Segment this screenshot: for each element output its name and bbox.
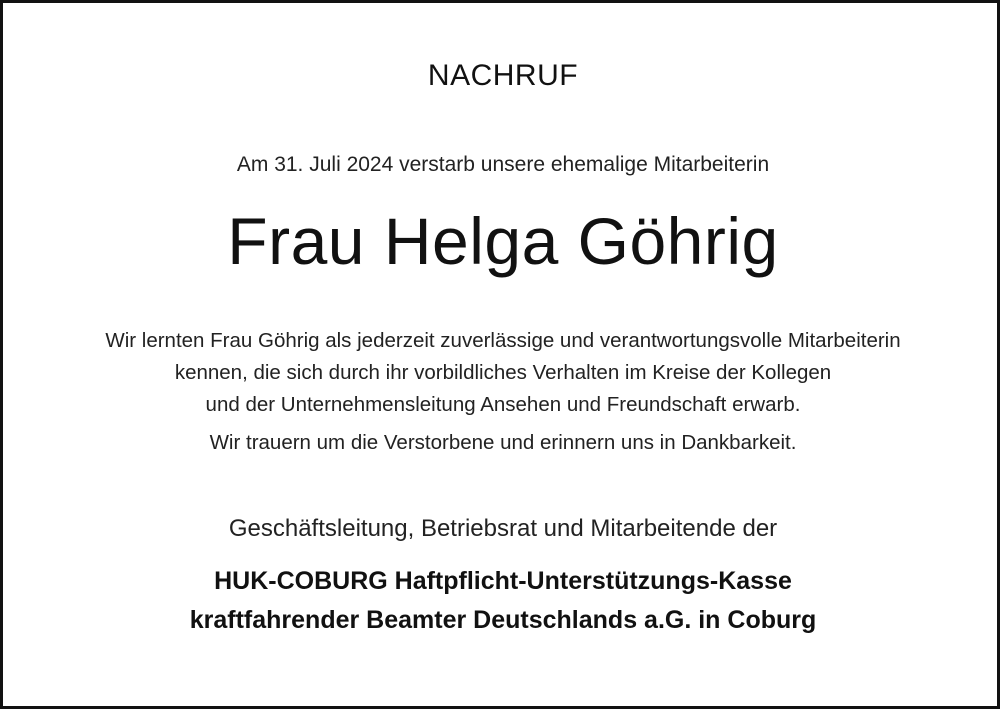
tribute-line: und der Unternehmensleitung Ansehen und Freundschaft erwarb. (205, 393, 801, 416)
deceased-name: Frau Helga Göhrig (227, 204, 779, 278)
signoff-text: Geschäftsleitung, Betriebsrat und Mitarbeitende der (228, 515, 778, 542)
tribute-line: kennen, die sich durch ihr vorbildliches Verhalten im Kreise der Kollegen (174, 361, 832, 384)
organization-name-line: HUK-COBURG Haftpflicht-Unterstützungs-Kasse (214, 567, 792, 595)
tribute-line: Wir lernten Frau Göhrig als jederzeit zuverlässige und verantwortungsvolle Mitarbeiterin (105, 329, 901, 352)
obituary-heading: NACHRUF (427, 59, 579, 92)
intro-text: Am 31. Juli 2024 verstarb unsere ehemalige Mitarbeiterin (236, 153, 770, 176)
organization-name-line: kraftfahrender Beamter Deutschlands a.G. in Coburg (189, 606, 817, 634)
mourning-text: Wir trauern um die Verstorbene und erinnern uns in Dankbarkeit. (209, 431, 797, 454)
